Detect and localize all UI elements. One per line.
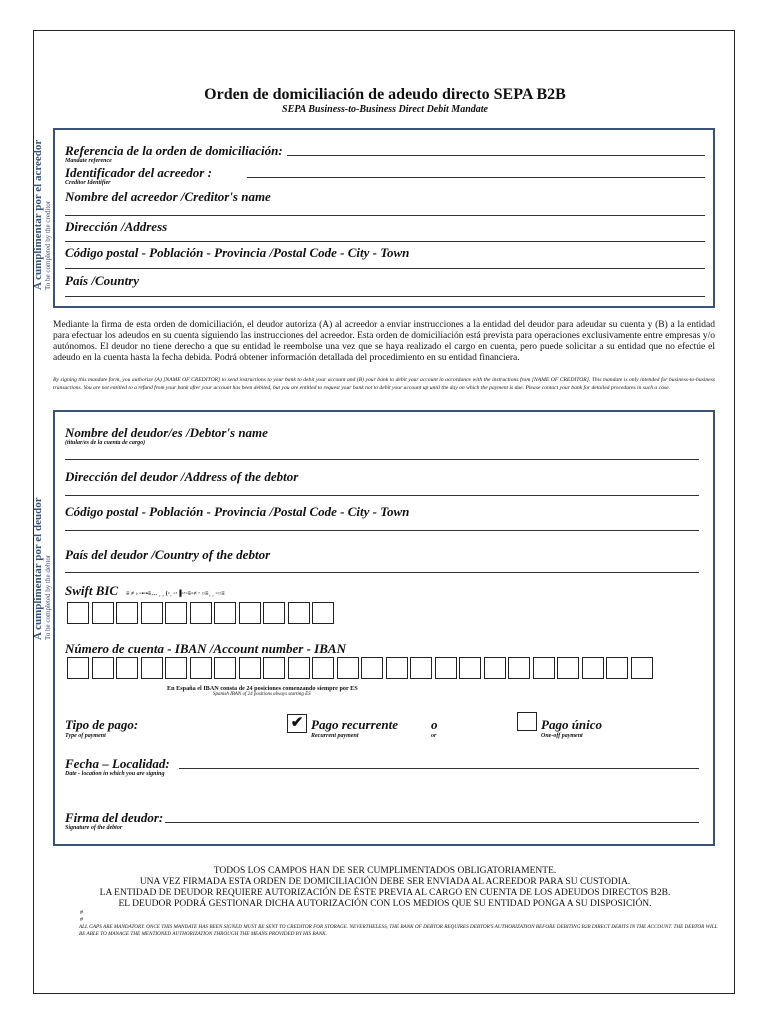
creditor-country-en: Country: [94, 273, 140, 288]
swift-box[interactable]: [288, 602, 310, 624]
iban-note: En España el IBAN consta de 24 posiciones comenzando siempre por ES: [167, 685, 358, 692]
iban-box[interactable]: [214, 657, 236, 679]
debtor-country-line[interactable]: [65, 572, 699, 573]
swift-field: [65, 582, 705, 600]
debtor-name-label: Nombre del deudor/es /: [65, 425, 190, 440]
creditor-box: [53, 128, 715, 308]
footer-line-2: UNA VEZ FIRMADA ESTA ORDEN DE DOMICILIACIÓN DEBE SER ENVIADA AL ACREEDOR PARA SU CUSTODIA.: [139, 877, 631, 887]
date-location-line[interactable]: [179, 768, 699, 769]
footer-line-4: EL DEUDOR PODRÁ GESTIONAR DICHA AUTORIZACIÓN CON LOS MEDIOS QUE SU ENTIDAD PONGA A SU DISPOSICIÓN.: [118, 899, 652, 909]
one-off-payment-label: Pago único: [541, 717, 603, 732]
iban-box[interactable]: [631, 657, 653, 679]
swift-label: Swift BIC: [65, 583, 119, 598]
creditor-side-label: [32, 140, 52, 290]
iban-box[interactable]: [239, 657, 261, 679]
debtor-country-label: País del deudor /: [65, 547, 155, 562]
swift-box[interactable]: [239, 602, 261, 624]
debtor-side-sub: To be completed by the debtor: [44, 554, 52, 640]
debtor-side-label: [32, 497, 52, 640]
recurrent-payment-en: Recurrent payment: [311, 733, 359, 739]
consent-text-es: Mediante la firma de esta orden de domiciliación, el deudor autoriza (A) al acreedor a enviar instrucciones a la entidad del deudor para adeudar su cuenta y (B) a la entidad para efectuar los adeudos en su cuenta siguiendo las instrucciones del acreedor. Esta orden de domiciliación está prevista para operaciones exclusivamente entre empresas y/o autónomos. El deudor no tiene derecho a que su entidad le reembolse una vez que se haya realizado el cargo en cuenta, pero puede solicitar a su entidad que no efectúe el adeudo en la cuenta hasta la fecha debida. Podrá obtener información detallada del procedimiento en su entidad financiera.: [53, 320, 715, 363]
debtor-postal-label: Código postal - Población - Provincia /: [65, 504, 273, 519]
signature-label: Firma del deudor:: [65, 810, 164, 825]
signature-en: Signature of the debtor: [65, 825, 123, 831]
signature-line[interactable]: [165, 822, 699, 823]
one-off-payment-checkbox[interactable]: [517, 712, 537, 731]
iban-box[interactable]: [508, 657, 530, 679]
iban-box[interactable]: [435, 657, 457, 679]
debtor-country-field[interactable]: [65, 546, 705, 564]
mandate-reference-en: Mandate reference: [65, 158, 112, 164]
iban-box[interactable]: [312, 657, 334, 679]
footer-line-3: LA ENTIDAD DE DEUDOR REQUIERE AUTORIZACIÓN DE ÉSTE PREVIA AL CARGO EN CUENTA DE LOS ADEUDOS DIRECTOS B2B.: [99, 888, 671, 898]
swift-box[interactable]: [214, 602, 236, 624]
debtor-box: [53, 410, 715, 846]
iban-box[interactable]: [263, 657, 285, 679]
creditor-postal-field[interactable]: [65, 244, 705, 262]
debtor-country-en: Country of the debtor: [154, 547, 271, 562]
debtor-name-en: Debtor's name: [189, 425, 268, 440]
creditor-id-en: Creditor Identifier: [65, 180, 111, 186]
or-label: o: [431, 717, 438, 732]
iban-box[interactable]: [116, 657, 138, 679]
iban-box[interactable]: [67, 657, 89, 679]
debtor-postal-line[interactable]: [65, 530, 699, 531]
iban-box[interactable]: [386, 657, 408, 679]
debtor-name-note: (titular/es de la cuenta de cargo): [65, 440, 146, 446]
creditor-address-label: Dirección /: [65, 219, 125, 234]
creditor-country-field[interactable]: [65, 272, 705, 290]
or-en: or: [431, 733, 437, 739]
iban-box[interactable]: [582, 657, 604, 679]
creditor-id-label: Identificador del acreedor :: [65, 165, 212, 180]
iban-box[interactable]: [557, 657, 579, 679]
debtor-side-main: A cumplimentar por el deudor: [32, 497, 44, 640]
consent-text-en: By signing this mandate form, you authorize (A) [NAME OF CREDITOR] to send instructions to your bank to debit your account and (B) your bank to debit your account in accordance with the instructions from [NAME OF CREDITOR]. This mandate is only intended for business-to-business transactions. You are not entitled to a refund from your bank after your account has been debited, but you are entitled to request your bank not to debit your account up until the day on which the payment is due. Please contact your bank for detailed procedures in such a case.: [53, 377, 715, 391]
swift-box[interactable]: [190, 602, 212, 624]
creditor-name-field[interactable]: [65, 188, 705, 206]
creditor-name-en: Creditor's name: [184, 189, 271, 204]
creditor-country-label: País /: [65, 273, 95, 288]
debtor-address-line[interactable]: [65, 495, 699, 496]
footer-line-1: TODOS LOS CAMPOS HAN DE SER CUMPLIMENTADOS OBLIGATORIAMENTE.: [213, 866, 557, 876]
swift-boxes[interactable]: [67, 602, 337, 624]
iban-box[interactable]: [190, 657, 212, 679]
debtor-postal-field[interactable]: [65, 503, 705, 521]
footer-hash-2: #: [80, 917, 83, 923]
iban-box[interactable]: [361, 657, 383, 679]
swift-box[interactable]: [165, 602, 187, 624]
recurrent-payment-label: Pago recurrente: [311, 717, 399, 732]
swift-box[interactable]: [92, 602, 114, 624]
page-subtitle: SEPA Business-to-Business Direct Debit Mandate: [282, 104, 488, 115]
creditor-country-line[interactable]: [65, 296, 705, 297]
swift-box[interactable]: [263, 602, 285, 624]
footer-hash-1: #: [80, 910, 83, 916]
creditor-id-field[interactable]: [65, 164, 705, 182]
swift-box[interactable]: [312, 602, 334, 624]
iban-box[interactable]: [337, 657, 359, 679]
debtor-name-field[interactable]: [65, 424, 705, 442]
iban-box[interactable]: [165, 657, 187, 679]
creditor-address-field[interactable]: [65, 218, 705, 236]
creditor-postal-en: Postal Code - City - Town: [273, 245, 410, 260]
swift-box[interactable]: [141, 602, 163, 624]
mandate-reference-field[interactable]: [65, 142, 705, 160]
creditor-postal-line[interactable]: [65, 268, 705, 269]
mandate-reference-label: Referencia de la orden de domiciliación:: [65, 143, 283, 158]
iban-en: Account number - IBAN: [213, 641, 346, 656]
payment-type-label: Tipo de pago:: [65, 717, 139, 732]
debtor-address-field[interactable]: [65, 468, 705, 486]
one-off-payment-en: One-off payment: [541, 733, 583, 739]
creditor-address-line[interactable]: [65, 241, 705, 242]
creditor-id-line[interactable]: [247, 177, 705, 178]
debtor-address-en: Address of the debtor: [184, 469, 299, 484]
debtor-postal-en: Postal Code - City - Town: [273, 504, 410, 519]
recurrent-payment-checkbox[interactable]: ✔: [287, 714, 307, 733]
debtor-address-label: Dirección del deudor /: [65, 469, 185, 484]
date-location-en: Date - location in which you are signing: [65, 771, 165, 777]
iban-label: Número de cuenta - IBAN /: [65, 641, 214, 656]
creditor-address-en: Address: [124, 219, 168, 234]
iban-box[interactable]: [288, 657, 310, 679]
payment-type-en: Type of payment: [65, 733, 106, 739]
iban-box[interactable]: [606, 657, 628, 679]
iban-box[interactable]: [92, 657, 114, 679]
creditor-name-label: Nombre del acreedor /: [65, 189, 185, 204]
iban-note-en: Spanish IBAN of 24 positions always starting ES: [213, 692, 311, 697]
iban-boxes[interactable]: [67, 657, 655, 679]
swift-box[interactable]: [116, 602, 138, 624]
footer-text-en: ALL GAPS ARE MANDATORY. ONCE THIS MANDATE HAS BEEN SIGNED MUST BE SENT TO CREDITOR FOR STORAGE. NEVERTHELESS, THE BANK OF DEBTOR REQUIRES DEBTOR'S AUTHORIZATION BEFORE DEBITING B2B DIRECT DEBITS IN THE ACCOUNT. THE DEBTOR WILL BE ABLE TO MANAGE THE MENTIONED AUTHORIZATION THROUGH THE MEANS PROVIDED BY HIS BANK.: [79, 924, 718, 937]
debtor-name-line[interactable]: [65, 459, 699, 460]
creditor-side-sub: To be completed by the creditor: [44, 200, 52, 290]
swift-garbled-text: ≡ ≠ › ▫▪▫▪≡… ˏ ˏ (▫ˏ ▫‧▐▫‧▫≡▫≠ ‧ ○≡ˏ ˏ ▫○≡: [126, 591, 225, 597]
iban-box[interactable]: [484, 657, 506, 679]
creditor-name-line[interactable]: [65, 215, 705, 216]
iban-box[interactable]: [533, 657, 555, 679]
iban-box[interactable]: [459, 657, 481, 679]
creditor-postal-label: Código postal - Población - Provincia /: [65, 245, 273, 260]
iban-box[interactable]: [410, 657, 432, 679]
page-title: Orden de domiciliación de adeudo directo SEPA B2B: [204, 86, 566, 103]
mandate-reference-line[interactable]: [287, 155, 705, 156]
swift-box[interactable]: [67, 602, 89, 624]
date-location-label: Fecha – Localidad:: [65, 756, 170, 771]
iban-field: [65, 640, 705, 658]
creditor-side-main: A cumplimentar por el acreedor: [32, 139, 44, 290]
iban-box[interactable]: [141, 657, 163, 679]
